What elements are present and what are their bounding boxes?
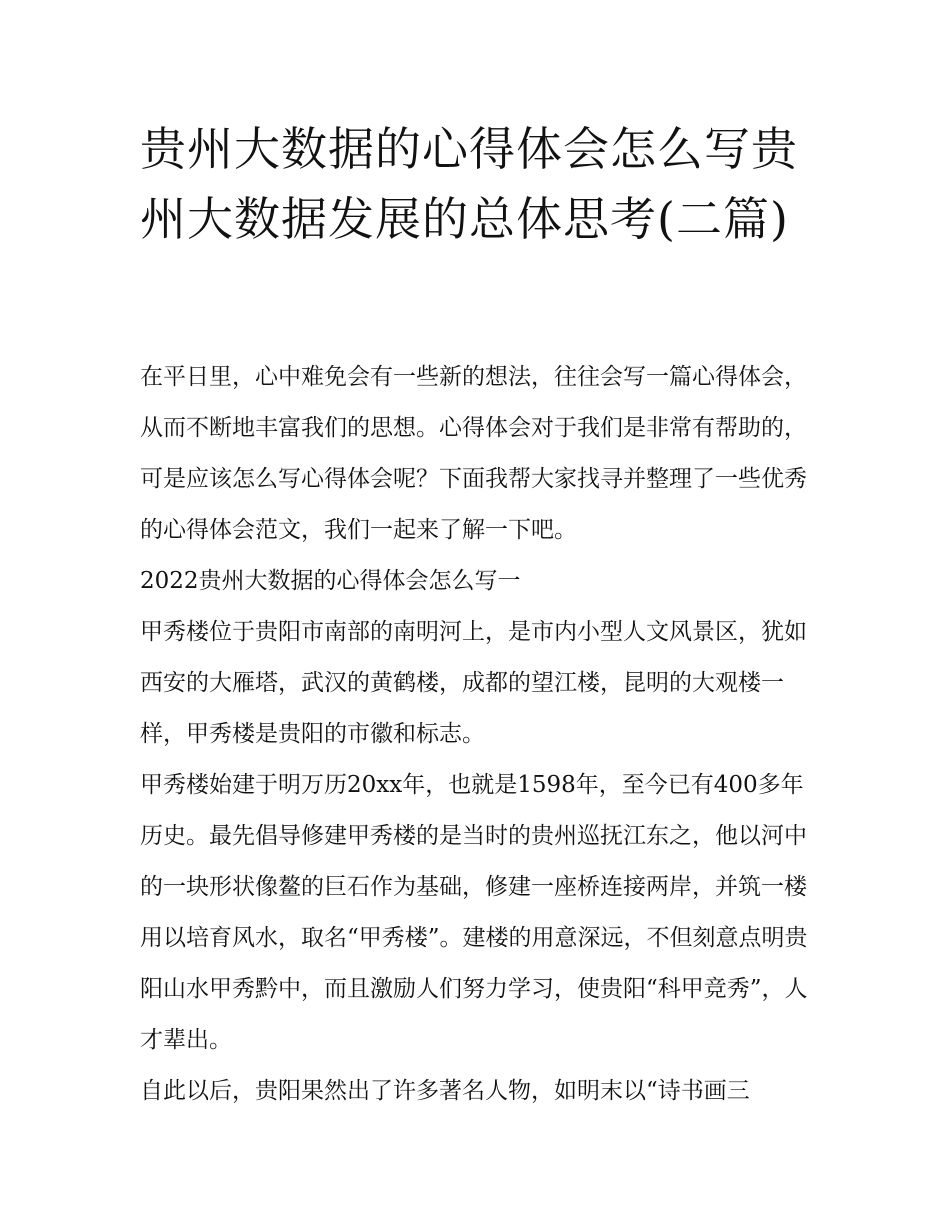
body-paragraph-1: 甲秀楼位于贵阳市南部的南明河上，是市内小型人文风景区，犹如西安的大雁塔，武汉的黄鹤楼，成都的望江楼，昆明的大观楼一样，甲秀楼是贵阳的市徽和标志。 [140,619,807,747]
body-paragraph-3: 自此以后，贵阳果然出了许多著名人物，如明末以“诗书画三 [140,1078,750,1104]
document-body [140,352,815,1117]
intro-paragraph: 在平日里，心中难免会有一些新的想法，往往会写一篇心得体会，从而不断地丰富我们的思想。心得体会对于我们是非常有帮助的，可是应该怎么写心得体会呢？下面我帮大家找寻并整理了一些优秀的心得体会范文，我们一起来了解一下吧。 [140,364,807,543]
document-title: 贵州大数据的心得体会怎么写贵州大数据发展的总体思考(二篇) [140,122,798,246]
section-heading: 2022贵州大数据的心得体会怎么写一 [140,568,521,594]
body-paragraph-2: 甲秀楼始建于明万历20xx年，也就是1598年，至今已有400多年历史。最先倡导修建甲秀楼的是当时的贵州巡抚江东之，他以河中的一块形状像鳌的巨石作为基础，修建一座桥连接两岸，并筑一楼用以培育风水，取名“甲秀楼”。建楼的用意深远，不但刻意点明贵阳山水甲秀黔中，而且激励人们努力学习，使贵阳“科甲竞秀”，人才辈出。 [140,772,808,1053]
